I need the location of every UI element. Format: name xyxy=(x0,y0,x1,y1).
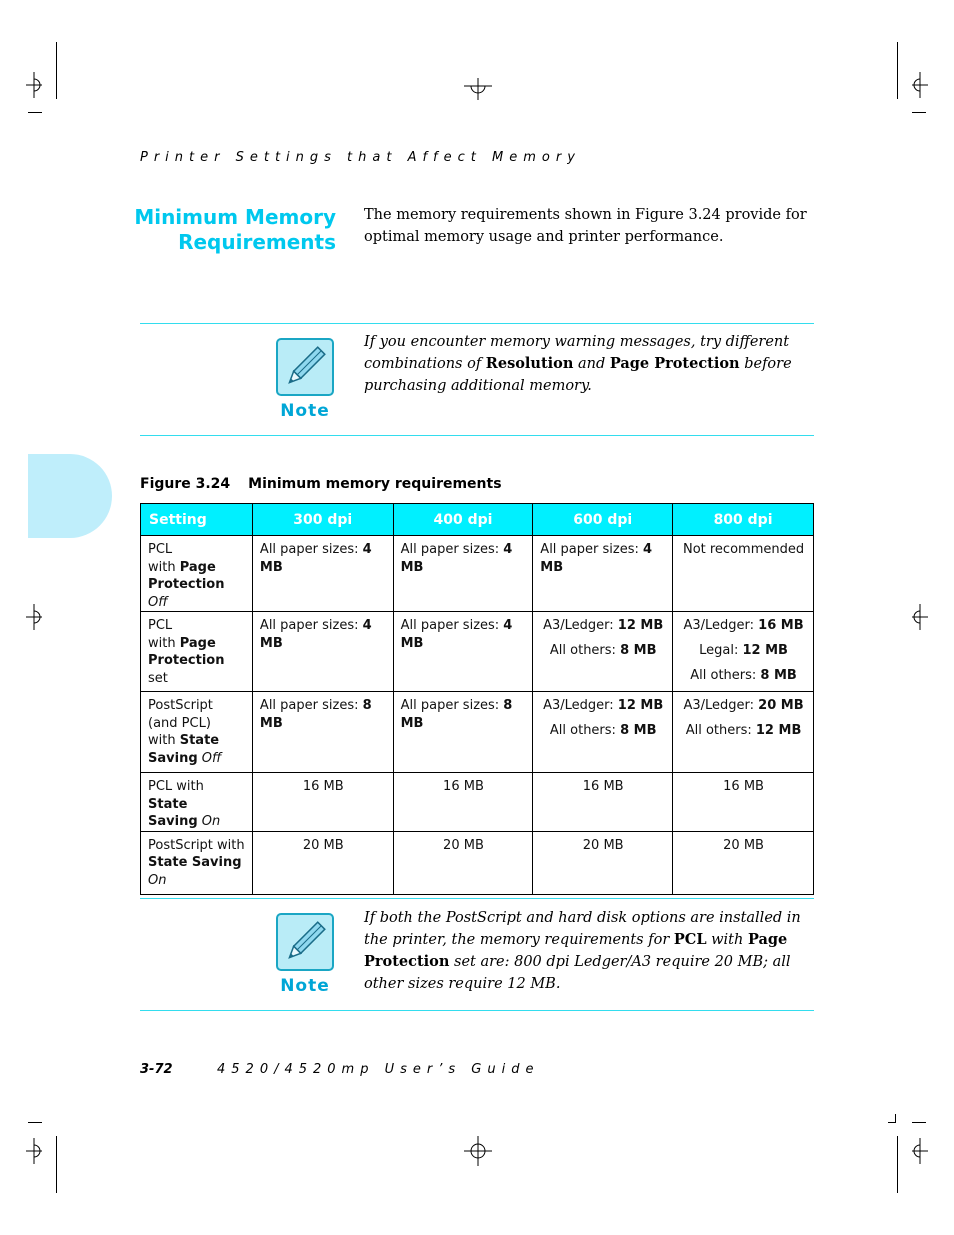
cell-400dpi: All paper sizes: 4 MB xyxy=(393,612,533,692)
section-heading xyxy=(120,205,336,255)
cell-300dpi: All paper sizes: 4 MB xyxy=(252,612,393,692)
section-heading-line1: Minimum Memory xyxy=(134,205,336,229)
figure-title: Minimum memory requirements xyxy=(248,476,502,492)
running-head: Printer Settings that Affect Memory xyxy=(140,150,581,165)
footer-title: 4520/4520mp User’s Guide xyxy=(217,1062,540,1077)
cell-300dpi: All paper sizes: 8 MB xyxy=(252,692,393,773)
table-row xyxy=(141,831,814,894)
memory-requirements-table xyxy=(140,503,814,895)
chapter-tab xyxy=(28,454,112,538)
cell-800dpi: Not recommended xyxy=(673,536,814,612)
registration-mark-mid-right xyxy=(910,604,930,630)
intro-paragraph: The memory requirements shown in Figure 3.24 provide for optimal memory usage and printer performance. xyxy=(364,207,807,245)
setting-cell: PCL with State Saving On xyxy=(141,773,253,832)
registration-mark-top-left xyxy=(24,72,44,98)
table-row xyxy=(141,612,814,692)
note2-text: If both the PostScript and hard disk options are installed in the printer, the memory requirements for PCL with Page Protection set are: 800 dpi Ledger/A3 require 20 MB; all other sizes require 12 MB. xyxy=(364,910,801,992)
note1-top-rule xyxy=(140,323,814,324)
setting-cell: PostScript with State Saving On xyxy=(141,831,253,894)
table-row xyxy=(141,773,814,832)
header-400dpi: 400 dpi xyxy=(393,504,533,536)
cell-800dpi: A3/Ledger: 20 MB All others: 12 MB xyxy=(673,692,814,773)
table-header-row xyxy=(141,504,814,536)
registration-mark-mid-left xyxy=(24,604,44,630)
header-300dpi: 300 dpi xyxy=(252,504,393,536)
cell-400dpi: All paper sizes: 8 MB xyxy=(393,692,533,773)
setting-cell: PostScript (and PCL) with State Saving Off xyxy=(141,692,253,773)
table-row xyxy=(141,692,814,773)
cell-600dpi: All paper sizes: 4 MB xyxy=(533,536,673,612)
note2-bottom-rule xyxy=(140,1010,814,1011)
registration-mark-top-right xyxy=(910,72,930,98)
cell-400dpi: 16 MB xyxy=(393,773,533,832)
registration-mark-bottom-right xyxy=(910,1138,930,1164)
cell-600dpi: A3/Ledger: 12 MB All others: 8 MB xyxy=(533,612,673,692)
note1-text: If you encounter memory warning messages, try different combinations of Resolution and Page Protection before purchasing additional memory. xyxy=(364,334,792,394)
page-number: 3-72 xyxy=(140,1062,173,1077)
cell-600dpi: 20 MB xyxy=(533,831,673,894)
cell-800dpi: 16 MB xyxy=(673,773,814,832)
note2-label: Note xyxy=(280,976,330,996)
setting-cell: PCL with Page Protection Off xyxy=(141,536,253,612)
note1-bottom-rule xyxy=(140,435,814,436)
table-row xyxy=(141,536,814,612)
pencil-icon xyxy=(276,913,334,971)
header-600dpi: 600 dpi xyxy=(533,504,673,536)
cell-300dpi: 16 MB xyxy=(252,773,393,832)
cell-600dpi: A3/Ledger: 12 MB All others: 8 MB xyxy=(533,692,673,773)
cell-400dpi: All paper sizes: 4 MB xyxy=(393,536,533,612)
setting-cell: PCL with Page Protection set xyxy=(141,612,253,692)
registration-mark-bottom-left xyxy=(24,1138,44,1164)
cell-800dpi: 20 MB xyxy=(673,831,814,894)
cell-400dpi: 20 MB xyxy=(393,831,533,894)
section-heading-line2: Requirements xyxy=(178,230,336,254)
registration-mark-top-center xyxy=(464,78,492,100)
figure-caption xyxy=(140,476,502,492)
header-setting: Setting xyxy=(141,504,253,536)
header-800dpi: 800 dpi xyxy=(673,504,814,536)
cell-300dpi: 20 MB xyxy=(252,831,393,894)
registration-mark-bottom-center xyxy=(464,1136,492,1166)
cell-800dpi: A3/Ledger: 16 MB Legal: 12 MB All others: 8 MB xyxy=(673,612,814,692)
note2-top-rule xyxy=(140,898,814,899)
figure-number: Figure 3.24 xyxy=(140,476,231,492)
pencil-icon xyxy=(276,338,334,396)
cell-600dpi: 16 MB xyxy=(533,773,673,832)
cell-300dpi: All paper sizes: 4 MB xyxy=(252,536,393,612)
note1-label: Note xyxy=(280,401,330,421)
